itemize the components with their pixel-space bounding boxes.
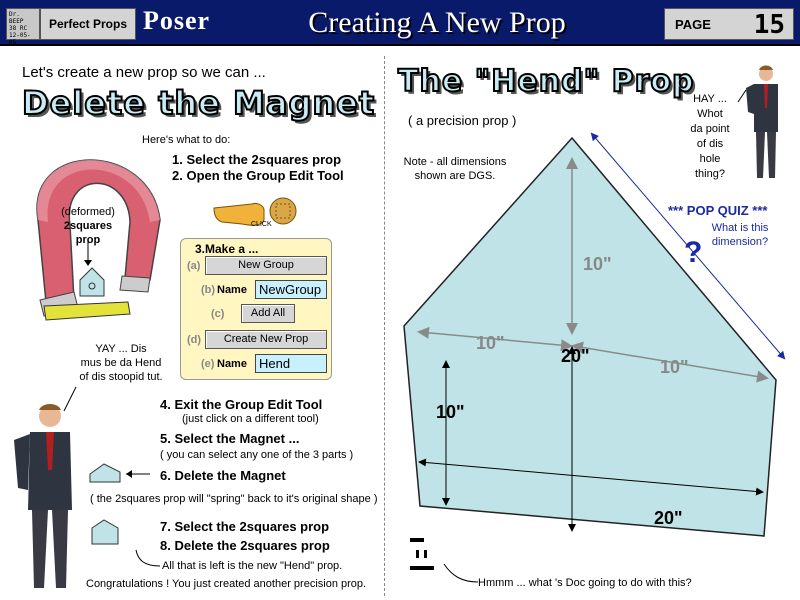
click-label: CLICK [251, 221, 272, 228]
pop-quiz-question [700, 221, 780, 249]
step-6: 6. Delete the Magnet [160, 468, 286, 483]
header-info-line: 12-05-05 [9, 32, 31, 46]
figure-arm [14, 434, 30, 490]
bottom-note-pointer-line [444, 564, 478, 582]
dimension-label-left: 10" [476, 333, 505, 353]
new-group-button[interactable]: New Group [205, 256, 327, 275]
create-new-prop-button[interactable]: Create New Prop [205, 330, 327, 349]
header-info-line: Dr. [9, 11, 20, 18]
right-title: The "Hend" Prop [398, 64, 695, 99]
group-name-field[interactable]: NewGroup [255, 280, 327, 299]
step-5: 5. Select the Magnet ... [160, 431, 300, 446]
prop-icon-1 [86, 458, 156, 488]
left-note: All that is left is the new "Hend" prop. [162, 560, 343, 572]
prop-arrowhead [126, 470, 132, 478]
hay-speech [684, 92, 736, 182]
figure-leg [767, 132, 776, 178]
magnet-label-line: 2squares [63, 220, 113, 232]
magnet-label-line: prop [75, 234, 101, 246]
hay-line: da point [690, 123, 730, 135]
left-figure-character [6, 400, 76, 595]
dimensions-note-line: shown are DGS. [414, 170, 496, 182]
face-eye [424, 550, 427, 558]
step-8: 8. Delete the 2squares prop [160, 538, 330, 553]
label-arrowhead [84, 260, 92, 266]
bottom-note: Hmmm ... what 's Doc going to do with this? [478, 577, 692, 589]
page-label: PAGE [675, 17, 711, 32]
congrats-text: Congratulations ! You just created another precision prop. [86, 578, 367, 590]
prop-shape [92, 520, 118, 544]
prop-icon-2 [88, 514, 138, 550]
step-1: 1. Select the 2squares prop [172, 152, 342, 167]
page-header [0, 0, 800, 46]
yay-speech [66, 342, 176, 384]
hay-line: of dis [696, 138, 724, 150]
right-subtitle: ( a precision prop ) [408, 113, 517, 128]
yay-line: of dis stoopid tut. [79, 371, 163, 383]
dimension-label-right: 10" [660, 357, 689, 377]
dimension-label-top: 10" [583, 254, 612, 274]
heres-what-text: Here's what to do: [142, 134, 231, 146]
row-letter-d: (d) [187, 334, 202, 346]
magnet-label [58, 205, 118, 247]
hay-line: HAY ... [693, 93, 727, 105]
add-all-button[interactable]: Add All [241, 304, 295, 323]
figure-leg [32, 510, 48, 588]
prop-shape [90, 464, 120, 482]
step-5-note: ( you can select any one of the 3 parts ) [160, 449, 354, 461]
figure-leg [756, 132, 765, 178]
pop-quiz-line: dimension? [711, 236, 769, 248]
poser-logo: Poser [143, 6, 211, 35]
face-eye [416, 550, 419, 558]
left-title: Delete the Magnet [22, 84, 376, 122]
dimension-label-center: 20" [561, 346, 590, 366]
pop-quiz-title: *** POP QUIZ *** [668, 203, 768, 218]
dimension-label-bottom: 20" [654, 508, 683, 528]
hay-line: Whot [697, 108, 723, 120]
column-divider [384, 56, 385, 596]
prop-name-label: Name [217, 358, 247, 370]
yay-line: mus be da Hend [80, 357, 162, 369]
panel-title: 3.Make a ... [195, 242, 259, 256]
step-2: 2. Open the Group Edit Tool [172, 168, 344, 183]
figure-hair [759, 66, 773, 71]
magnet-tip-right [120, 276, 150, 292]
deformed-prop [80, 268, 104, 296]
page-indicator [664, 8, 794, 40]
question-mark: ? [684, 236, 703, 269]
hay-pointer [736, 88, 748, 104]
prop-name-field[interactable]: Hend [255, 354, 327, 373]
figure-leg [52, 510, 68, 588]
hay-line: thing? [695, 168, 725, 180]
magnet-label-line: (deformed) [61, 206, 115, 218]
dimensions-note-line: Note - all dimensions [403, 156, 507, 168]
doc-face-icon [404, 536, 440, 574]
group-tool-icon [270, 198, 296, 224]
face-mouth [410, 566, 434, 570]
header-info-line: 38 RC [9, 25, 28, 32]
left-note-pointer [130, 548, 166, 572]
step-4: 4. Exit the Group Edit Tool [160, 397, 323, 412]
step-6-note: ( the 2squares prop will "spring" back to it's original shape ) [90, 493, 378, 505]
page-title: Creating A New Prop [308, 6, 566, 39]
left-note-pointer-line [136, 550, 160, 566]
group-name-label: Name [217, 284, 247, 296]
header-info-line: BEEP [9, 18, 24, 25]
hend-prop-diagram [390, 120, 800, 540]
hay-line: hole [699, 153, 721, 165]
row-letter-c: (c) [211, 308, 225, 320]
hend-prop-shape [404, 138, 776, 536]
page-number: 15 [753, 10, 785, 40]
hay-pointer-line [738, 90, 746, 102]
step-4-note: (just click on a different tool) [182, 413, 319, 425]
header-info-box [6, 8, 40, 46]
header-series-name: Perfect Props [40, 8, 136, 40]
step-7: 7. Select the 2squares prop [160, 519, 330, 534]
bottom-note-pointer [440, 560, 480, 586]
row-letter-e: (e) [201, 358, 215, 370]
group-edit-panel [180, 238, 332, 380]
pop-quiz-line: What is this [711, 222, 769, 234]
dimension-label-lower: 10" [436, 402, 465, 422]
face-brow [410, 538, 424, 542]
figure-hair [39, 404, 61, 410]
intro-text: Let's create a new prop so we can ... [22, 64, 266, 81]
right-figure-character [742, 64, 792, 184]
yay-line: YAY ... Dis [95, 343, 147, 355]
row-letter-a: (a) [187, 260, 201, 272]
row-letter-b: (b) [201, 284, 216, 296]
